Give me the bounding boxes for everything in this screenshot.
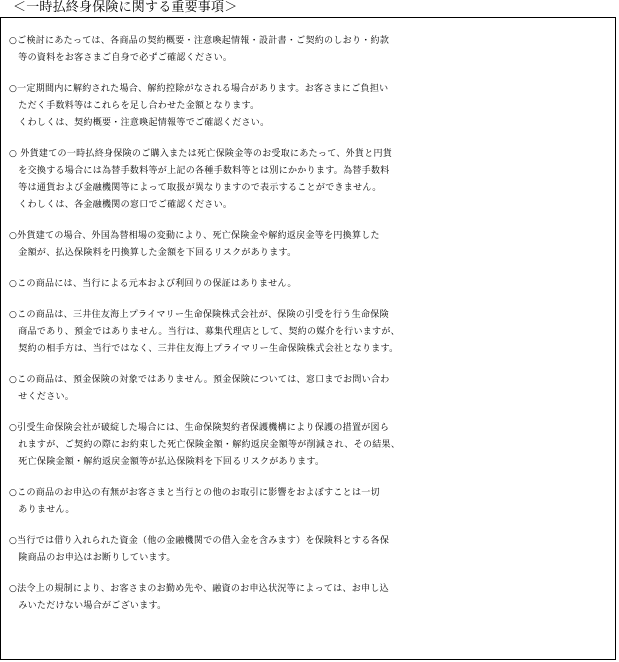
- notice-item: [9, 228, 613, 262]
- notice-line: ○ご検討にあたっては、各商品の契約概要・注意喚起情報・設計書・ご契約のしおり・約款: [9, 36, 390, 46]
- notice-item: [9, 146, 613, 214]
- notice-line: 等は通貨および金融機関等によって取扱が異なりますので表示することができません。: [9, 183, 382, 193]
- notice-line: れますが、ご契約の際にお約束した死亡保険金額・解約返戻金額等が削減され、その結果、: [9, 440, 401, 450]
- notice-line: ○法令上の規制により、お客さまのお勤め先や、融資のお申込状況等によっては、お申し込: [9, 584, 389, 594]
- notice-item: [9, 33, 613, 67]
- notice-item: [9, 276, 613, 293]
- notice-line: を交換する場合には為替手数料等が上記の各種手数料等とは別にかかります。為替手数料: [9, 166, 390, 176]
- notice-line: ○引受生命保険会社が破綻した場合には、生命保険契約者保護機構により保護の措置が図ら: [9, 423, 390, 433]
- notice-line: ○当行では借り入れられた資金（他の金融機関での借入金を含みます）を保険料とする各保: [9, 536, 390, 546]
- notice-line: ○この商品のお申込の有無がお客さまと当行との他のお取引に影響をおよぼすことは一切: [9, 488, 380, 498]
- notice-item: [9, 420, 613, 471]
- notice-line: ○この商品は、三井住友海上プライマリー生命保険株式会社が、保険の引受を行う生命保険: [9, 310, 389, 320]
- notice-line: ○一定期間内に解約された場合、解約控除がなされる場合があります。お客さまにご負担い: [9, 84, 389, 94]
- notice-line: くわしくは、各金融機関の窓口でご確認ください。: [9, 200, 233, 210]
- document-title: ＜一時払終身保険に関する重要事項＞: [13, 0, 238, 15]
- notice-item: [9, 307, 613, 358]
- notice-line: くわしくは、契約概要・注意喚起情報等でご確認ください。: [9, 118, 270, 128]
- notice-line: ○この商品には、当行による元本および利回りの保証はありません。: [9, 279, 297, 289]
- notice-line: せください。: [9, 392, 75, 402]
- notice-line: ○この商品は、預金保険の対象ではありません。預金保険については、窓口までお問い合わ: [9, 375, 390, 385]
- notice-line: 金額が、払込保険料を円換算した金額を下回るリスクがあります。: [9, 248, 297, 258]
- notice-line: ○ 外貨建ての一時払終身保険のご購入または死亡保険金等のお受取にあたって、外貨と円貨: [9, 149, 393, 159]
- notice-line: 商品であり、預金ではありません。当行は、募集代理店として、契約の媒介を行いますが、: [9, 327, 400, 337]
- notice-item: [9, 485, 613, 519]
- notice-line: 契約の相手方は、当行ではなく、三井住友海上プライマリー生命保険株式会社となります。: [9, 344, 399, 354]
- notice-item: [9, 372, 613, 406]
- notice-line: ただく手数料等はこれらを足し合わせた金額となります。: [9, 101, 260, 111]
- notice-line: 険商品のお申込はお断りしています。: [9, 553, 176, 563]
- notice-line: 等の資料をお客さまご自身で必ずご確認ください。: [9, 53, 233, 63]
- notice-line: ありません。: [9, 505, 75, 515]
- notice-item: [9, 581, 613, 615]
- notice-item: [9, 533, 613, 567]
- notice-line: みいただけない場合がございます。: [9, 601, 167, 611]
- notice-item: [9, 81, 613, 132]
- notice-list: [9, 33, 613, 615]
- notice-line: ○外貨建ての場合、外国為替相場の変動により、死亡保険金や解約返戻金等を円換算した: [9, 231, 380, 241]
- notice-line: 死亡保険金額・解約返戻金額等が払込保険料を下回るリスクがあります。: [9, 457, 325, 467]
